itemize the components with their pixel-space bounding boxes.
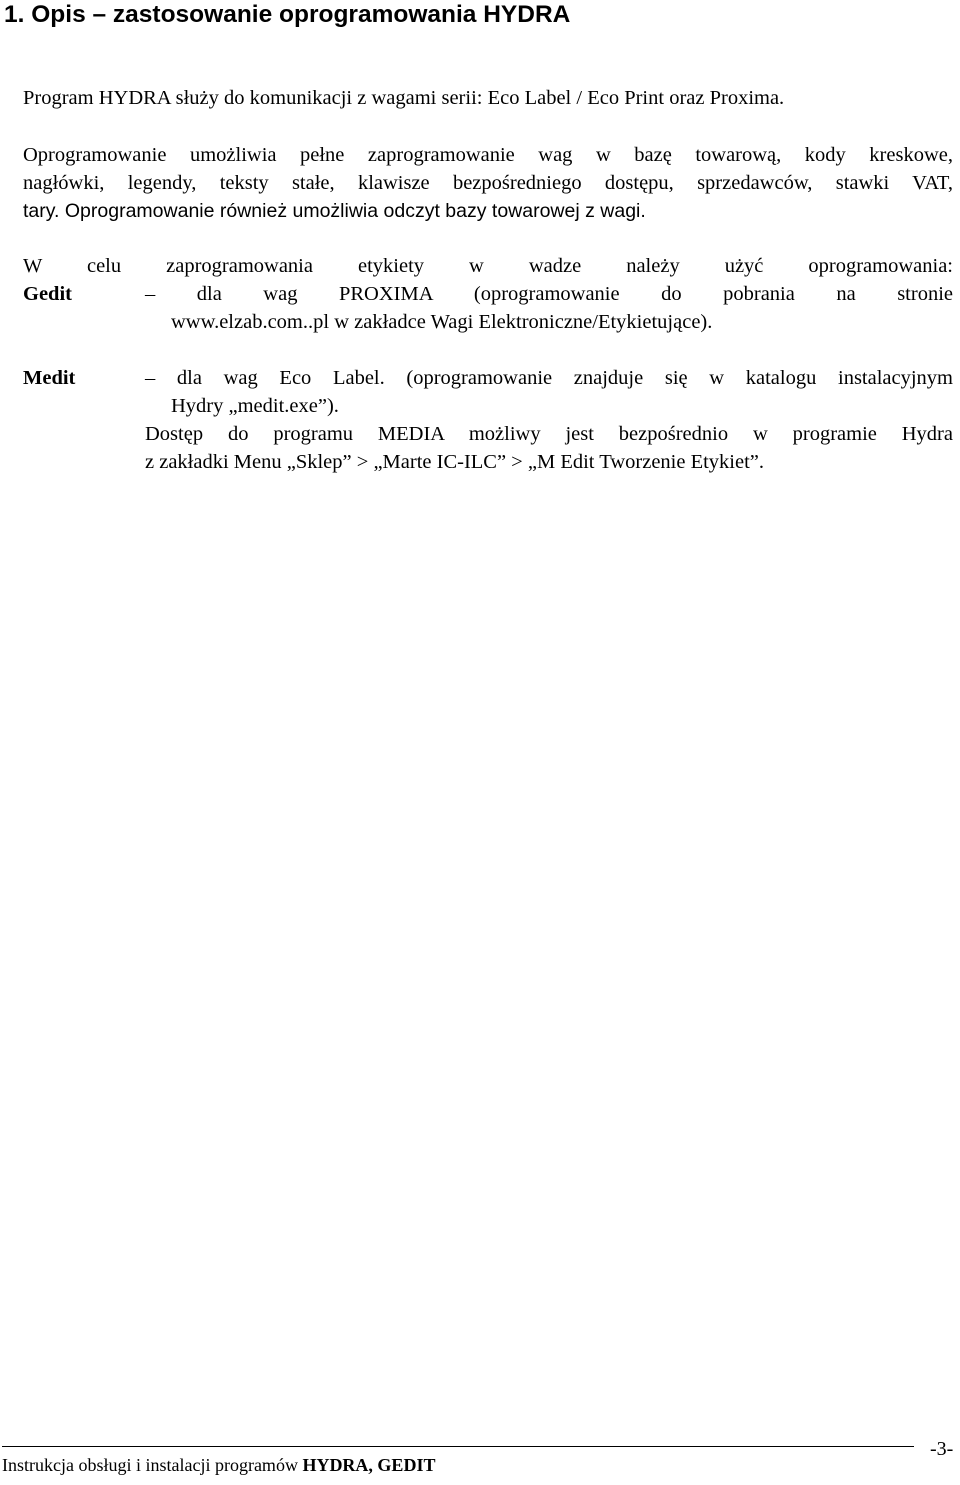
footer-title	[2, 1452, 435, 1478]
features-line-3: tary. Oprogramowanie również umożliwia odczyt bazy towarowej z wagi.	[23, 200, 646, 222]
access-line-1: Dostęp do programu MEDIA możliwy jest bezpośrednio w programie Hydra	[145, 423, 953, 445]
software-desc-gedit	[145, 280, 953, 336]
software-desc-medit	[145, 364, 953, 420]
features-paragraph	[23, 141, 953, 225]
software-desc-medit-line-1: – dla wag Eco Label. (oprogramowanie znajduje się w katalogu instalacyjnym	[145, 367, 953, 389]
features-line-1: Oprogramowanie umożliwia pełne zaprogramowanie wag w bazę towarową, kody kreskowe,	[23, 144, 953, 166]
page-number: -3-	[930, 1438, 954, 1460]
access-paragraph	[145, 420, 953, 476]
labels-lead	[23, 252, 953, 280]
footer-title-text: Instrukcja obsługi i instalacji programów	[2, 1455, 303, 1475]
software-name-medit: Medit	[23, 367, 76, 389]
features-line-2: nagłówki, legendy, teksty stałe, klawisze bezpośredniego dostępu, sprzedawców, stawki VAT,	[23, 172, 953, 194]
page-title: 1. Opis – zastosowanie oprogramowania HYDRA	[4, 1, 571, 28]
software-desc-gedit-line-2: www.elzab.com..pl w zakładce Wagi Elektroniczne/Etykietujące).	[171, 311, 713, 333]
footer-divider	[2, 1446, 914, 1447]
access-line-2: z zakładki Menu „Sklep” > „Marte IC-ILC” > „M Edit Tworzenie Etykiet”.	[145, 451, 765, 473]
labels-lead-text: W celu zaprogramowania etykiety w wadze należy użyć oprogramowania:	[23, 255, 953, 277]
software-name-gedit: Gedit	[23, 283, 72, 305]
software-desc-gedit-line-1: – dla wag PROXIMA (oprogramowanie do pobrania na stronie	[145, 283, 953, 305]
intro-paragraph: Program HYDRA służy do komunikacji z wagami serii: Eco Label / Eco Print oraz Proxima.	[23, 87, 785, 109]
software-desc-medit-line-2: Hydry „medit.exe”).	[171, 395, 339, 417]
footer-title-bold: HYDRA, GEDIT	[302, 1455, 436, 1475]
